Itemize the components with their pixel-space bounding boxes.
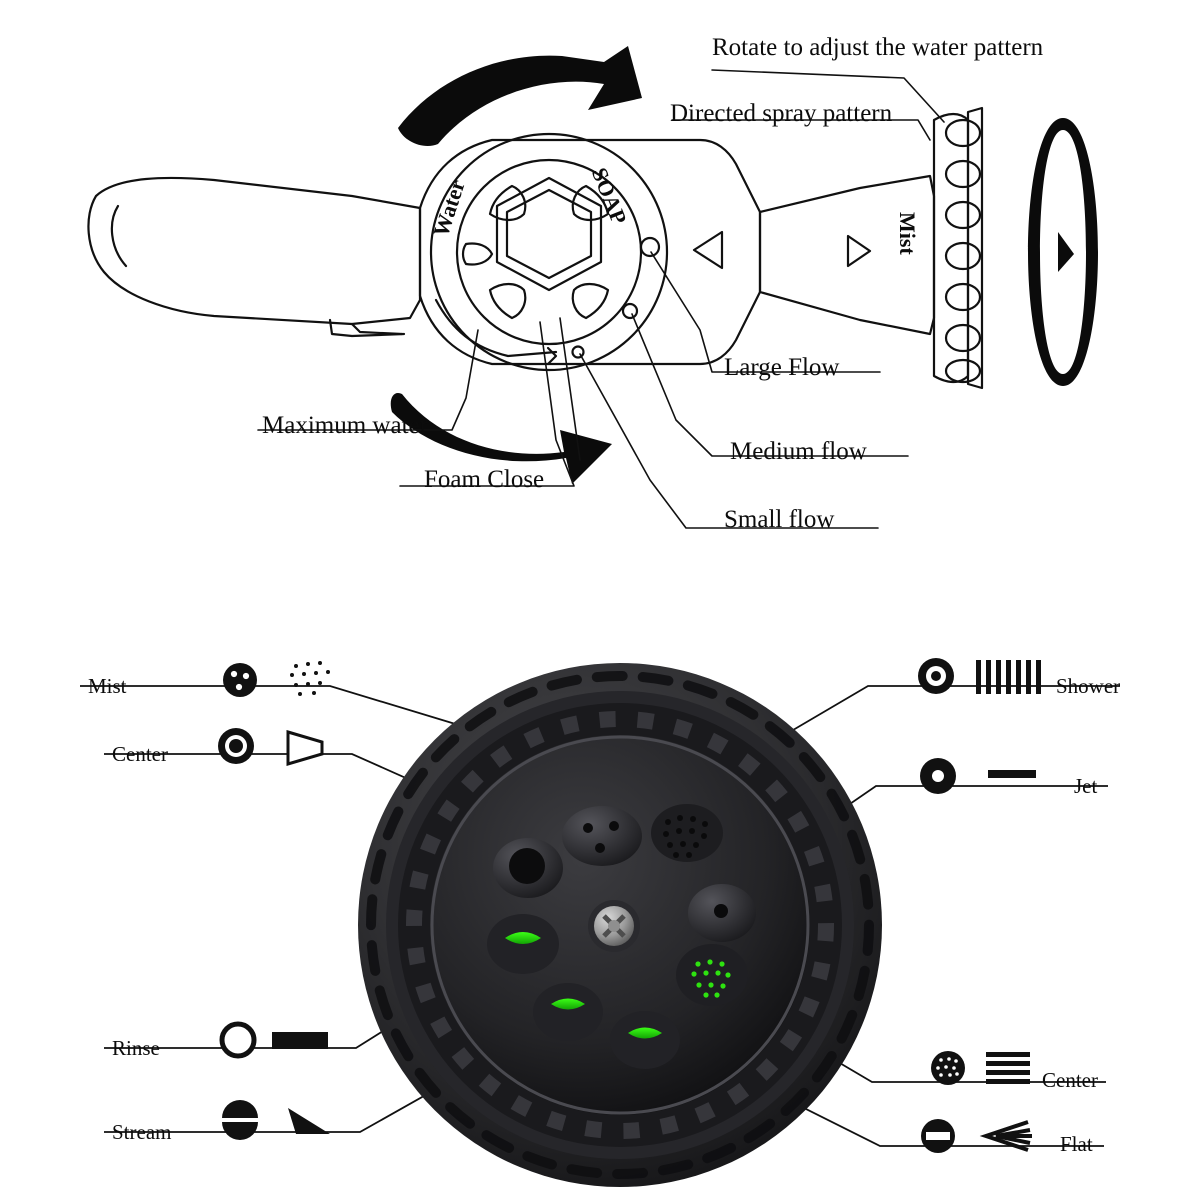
label-foam-close: Foam Close: [424, 466, 545, 493]
sprayer-handle-outline: [88, 178, 420, 324]
legend-label-flat: Flat: [1060, 1132, 1093, 1156]
head-hole: [946, 284, 980, 310]
label-large-flow: Large Flow: [724, 354, 840, 381]
label-maximum-water: Maximum water: [262, 412, 428, 439]
label-directed-spray: Directed spray pattern: [670, 100, 893, 127]
rotate-arrow-top: [398, 46, 642, 146]
handle-lower-line: [352, 324, 402, 334]
head-hole: [946, 161, 980, 187]
dial-slot: [463, 243, 492, 264]
indicator-hole-large: [641, 238, 659, 256]
selector-dial-outline: [431, 134, 667, 370]
legend-label-jet: Jet: [1074, 774, 1098, 798]
leader-mist: [80, 686, 462, 726]
dial-hex-center: [497, 178, 601, 290]
indicator-hole-medium: [623, 304, 637, 318]
label-soap: SOAP: [586, 164, 632, 228]
leader-medium-flow: [632, 314, 908, 456]
label-mist: Mist: [895, 212, 920, 255]
legend-label-center-right: Center: [1042, 1068, 1098, 1092]
nozzle-face-photo: [358, 663, 882, 1187]
dial-slot: [490, 284, 525, 318]
label-rotate-note: Rotate to adjust the water pattern: [712, 34, 1044, 61]
head-hole: [946, 120, 980, 146]
handle-inner-line: [112, 206, 126, 266]
head-hole: [946, 243, 980, 269]
dial-hex-center-2: [507, 190, 591, 278]
legend-label-mist: Mist: [88, 674, 127, 698]
ellipse-arrow-head: [1058, 232, 1074, 272]
label-medium-flow: Medium flow: [730, 438, 867, 465]
dial-slot: [573, 284, 608, 318]
right-triangle-arrow: [848, 236, 870, 266]
legend-icons-right: [918, 658, 1041, 1153]
legend-label-center-left: Center: [112, 742, 168, 766]
left-triangle-arrow: [694, 232, 722, 268]
head-hole: [946, 325, 980, 351]
legend-icons-left: [218, 661, 330, 1140]
label-water: Water: [428, 176, 470, 240]
dial-ring-arc-2: [548, 348, 556, 364]
leader-foam-close: [400, 322, 574, 486]
head-hole: [946, 202, 980, 228]
legend-label-rinse: Rinse: [112, 1036, 160, 1060]
label-small-flow: Small flow: [724, 506, 835, 533]
legend-label-stream: Stream: [112, 1120, 172, 1144]
legend-label-shower: Shower: [1056, 674, 1121, 698]
